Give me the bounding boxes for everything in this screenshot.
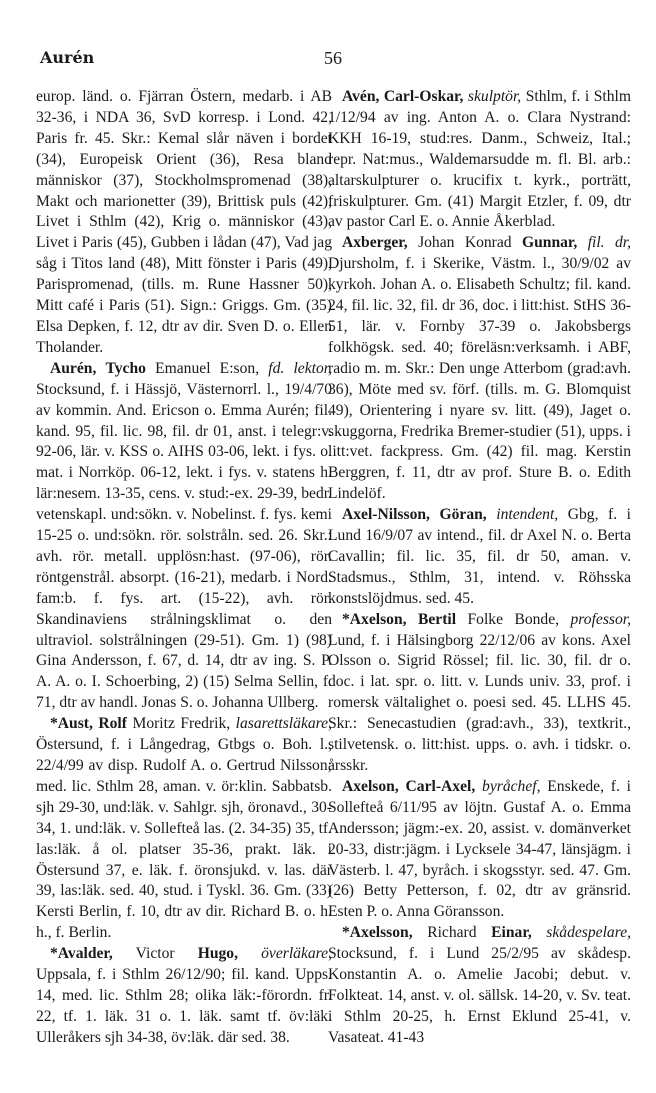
entry-occupation: lasarettsläkare, [235, 715, 332, 733]
biography-entry [328, 610, 631, 777]
entry-text: Stocksund, f. i Lund 25/2/95 av skådesp. Konstantin A. o. Amelie Jacobi; debut. v. Folkteat. 14, anst. v. ol. sällsk. 14-20, v. Sv. teat. i Sthlm 20-25, h. Ernst Eklund 25-41, v. Vasateat. 41-43 [328, 945, 631, 1046]
biography-entry [328, 923, 631, 1048]
entry-marker: * [50, 715, 58, 733]
entry-marker: * [342, 924, 350, 942]
entry-occupation: fil. dr, [587, 234, 631, 252]
entry-text: Uppsala, f. i Sthlm 26/12/90; fil. kand. Upps. 14, med. lic. Sthlm 28; olika läk:-förordn. fr. 22, tf. 1. läk. 31 o. 1. läk. samt tf. öv:läk. Ulleråkers sjh 34-38, öv:läk. där sed. 38. [36, 966, 332, 1046]
entry-occupation: överläkare, [261, 945, 332, 963]
biography-entry [328, 87, 631, 233]
biography-entry [36, 714, 332, 944]
entry-text: europ. länd. o. Fjärran Östern, medarb. i AB 32-36, i NDA 36, SvD korresp. i Lond. 42, Paris fr. 45. Skr.: Kemal slår näven i bordet (34), Europeisk Orient (36), Resa bland människor (37), Stockholmspromenad (38), Makt och marionetter (39), Brittisk puls (42), Livet i Sthlm (42), Krig o. människor (43), Livet i Paris (45), Gubben i lådan (47), Vad jag såg i Titos land (48), Mitt fönster i Paris (49), Parispromenad, (tills. m. Rune Hassner 50), Mitt café i Paris (51). Sign.: Griggs. Gm. (35) Elsa Depken, f. 12, dtr av dir. Sven D. o. Ellen Tholander. [36, 88, 332, 356]
biography-entry [36, 87, 332, 359]
entry-surname: Axelsson, [349, 924, 413, 942]
entry-surname: Avalder, [57, 945, 113, 963]
entry-call-name: Tycho [105, 359, 146, 377]
entry-text: Sthlm, f. i Sthlm 1/12/94 av ing. Anton A. o. Clara Nystrand: KKH 16-19, stud:res. Danm., Schweiz, Ital.; repr. Nat:mus., Waldemarsudde m. fl. Bl. arb.: altarskulpturer o. krucifix t. kyrk., porträtt, friskulpturer. Gm. (41) Margit Etzler, f. 09, dtr av pastor Carl E. o. Annie Åkerblad. [328, 88, 631, 231]
entry-call-name: Hugo, [197, 945, 238, 963]
entry-surname: Axelson, Carl-Axel, [342, 777, 476, 795]
entry-given-names: Victor [135, 945, 175, 963]
running-head [40, 48, 626, 72]
entry-text: Djursholm, f. i Skerike, Västm. l., 30/9/02 av kyrkoh. Johan A. o. Elisabeth Schultz; fil. kand. 24, fil. lic. 32, fil. dr 36, doc. i litt:hist. StHS 36-51, lär. v. Fornby 37-39 o. Jakobsbergs folkhögsk. sed. 40; föreläsn:verksamh. i ABF, radio m. m. Skr.: Den unge Atterbom (grad:avh. 36), Möte med sv. förf. (tills. m. G. Blomquist 49), Orientering i nyare sv. litt. (49), Jaget o. skuggorna, Fredrika Bremer-studier (51), upps. i litt:vet. fackpress. Gm. (42) fil. mag. Kerstin Berggren, f. 11, dtr av prof. Sture B. o. Edith Lindelöf. [328, 255, 631, 503]
entry-text: Enskede, f. i Sollefteå 6/11/95 av löjtn. Gustaf A. o. Emma Andersson; jägm:-ex. 20, assist. v. domänverket 20-33, distr:jägm. i Lycksele 34-47, länsjägm. i Västerb. l. 47, byråch. i skogsstyr. sed. 47. Gm. (26) Betty Petterson, f. 02, dtr av gränsrid. Esten P. o. Anna Göransson. [328, 777, 631, 921]
entry-occupation: fd. lektor, [268, 359, 332, 377]
entry-given-names-rest: Emanuel E:son, [155, 359, 260, 377]
entry-surname: Axel-Nilsson, Göran, [342, 506, 487, 524]
entry-text: Gbg, f. i Lund 16/9/07 av intend., fil. dr Axel N. o. Berta Cavallin; fil. lic. 35, fil. dr 50, aman. v. Stadsmus., Sthlm, 31, intend. v. Röhsska konstslöjdmus. sed. 45. [328, 506, 631, 607]
entry-occupation: intendent, [496, 506, 559, 524]
entry-occupation: byråchef, [482, 777, 541, 795]
entry-call-name: Einar, [491, 924, 532, 942]
entry-call-name: Gunnar, [521, 234, 578, 252]
entry-surname: Aurén, [50, 359, 97, 377]
entry-marker: * [50, 945, 58, 963]
biography-entry [328, 777, 631, 923]
entry-call-name: Rolf [98, 715, 127, 733]
biography-entry [36, 944, 332, 1049]
entry-given-names-rest: Moritz Fredrik, [132, 715, 231, 733]
entry-given-names-rest: Folke Bonde, [467, 610, 560, 628]
entry-surname: Axelson, [349, 610, 407, 628]
biography-entry [36, 359, 332, 714]
biography-entry [328, 233, 631, 505]
entry-occupation: skulptör, [467, 88, 522, 105]
entry-given-names: Johan Konrad [418, 234, 512, 252]
page-number: 56 [324, 48, 342, 68]
right-column [328, 87, 631, 1049]
running-head-name: Aurén [40, 48, 95, 67]
entry-given-names: Richard [427, 924, 477, 942]
entry-marker: * [342, 610, 350, 628]
entry-occupation: skådespelare, [546, 924, 632, 942]
entry-text: Lund, f. i Hälsingborg 22/12/06 av kons. Axel Olsson o. Sigrid Rössel; fil. lic. 30, fil. dr o. doc. i lat. spr. o. litt. v. Lunds univ. 33, prof. i romersk vältalighet o. poesi sed. 45. LLHS 45. Skr.: Senecastudien (grad:avh., 33), textkrit., stilvetensk. o. litt:hist. upps. o. avh. i tidskr. o. årsskr. [328, 631, 631, 774]
entry-text: Stocksund, f. i Hässjö, Västernorrl. l., 19/4/70 av kommin. And. Ericson o. Emma Aurén; fil. kand. 95, fil. lic. 98, fil. dr 01, anst. i telegr:v. 92-06, lär. v. KSS o. AIHS 03-06, lekt. i fys. o. mat. i Norrköp. 06-12, lekt. i fys. v. statens h. lär:nesem. 13-35, cens. v. stud:-ex. 29-39, bedr. vetenskapl. und:sökn. v. Nobelinst. f. fys. kemi 15-25 o. und:sökn. rör. solstråln. sed. 26. Skr.: avh. rör. metall. upplösn:hast. (97-06), rör. röntgenstrål. absorpt. (16-21), medarb. i Nord. fam:b. f. fys. art. (15-22), avh. rör. Skandinaviens strålningsklimat o. den ultraviol. solstrålningen (29-51). Gm. 1) (98) Gina Andersson, f. 67, d. 14, dtr av ing. S. P. A. A. o. I. Schoerbing, 2) (15) Selma Sellin, f. 71, dtr av handl. Jonas S. o. Johanna Ullberg. [36, 380, 332, 712]
biography-entry [328, 505, 631, 610]
entry-text: Östersund, f. i Långedrag, Gtbgs o. Boh. l., 22/4/99 av disp. Rudolf A. o. Gertrud Nilsson; med. lic. Sthlm 28, aman. v. ör:klin. Sabbatsb. sjh 29-30, und:läk. v. Sahlgr. sjh, öronavd., 30-34, 1. und:läk. v. Sollefteå las. (2. 34-35) 35, tf. las:läk. å ol. platser 35-36, prakt. läk. i Östersund 37, e. läk. f. öronsjukd. v. las. där 39, las:läk. sed. 40, stud. i Tyskl. 36. Gm. (33) Kersti Berlin, f. 10, dtr av dir. Richard B. o. h. h., f. Berlin. [36, 736, 332, 942]
entry-surname: Aust, [57, 715, 93, 733]
entry-occupation: professor, [570, 610, 631, 628]
left-column [36, 87, 332, 1049]
entry-surname: Avén, Carl-Oskar, [342, 88, 464, 105]
entry-call-name: Bertil [417, 610, 457, 628]
entry-surname: Axberger, [342, 234, 408, 252]
